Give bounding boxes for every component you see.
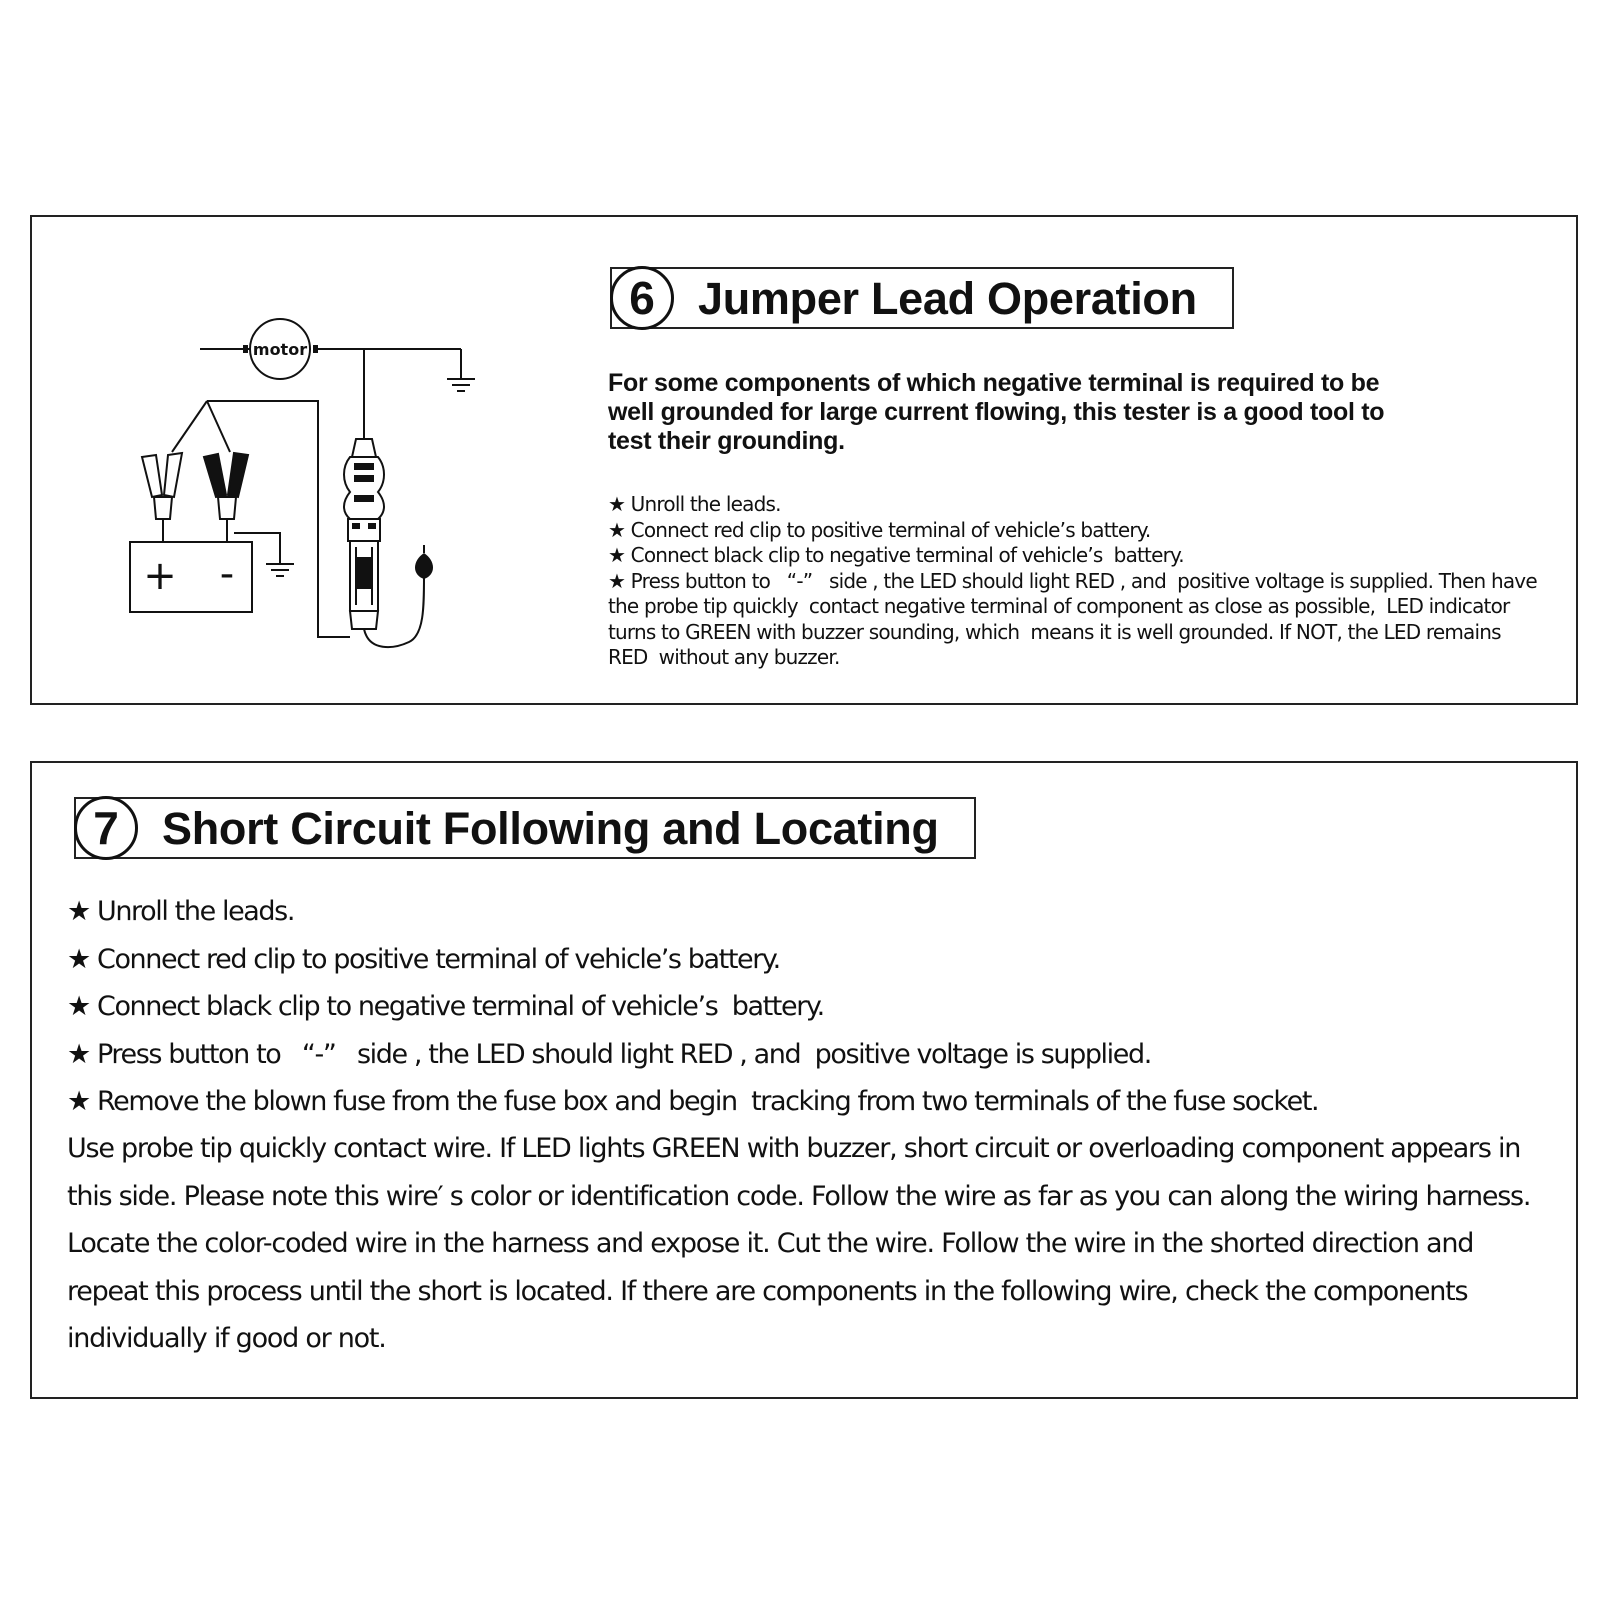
step-item: ★ Press button to “-” side , the LED should light RED , and positive voltage is supplied.	[67, 1038, 1151, 1070]
battery-plus-label: +	[143, 553, 177, 599]
section-6-intro: For some components of which negative terminal is required to be well grounded for large current flowing, this tester is a good tool to test their grounding.	[608, 369, 1385, 455]
section-6-number: 6	[610, 266, 674, 330]
step-item: ★ Connect black clip to negative terminal of vehicle’s battery.	[608, 543, 1184, 567]
section-6-heading	[610, 267, 1234, 329]
section-7-steps	[67, 888, 1557, 1126]
motor-icon	[243, 319, 318, 379]
ground-icon-top	[447, 379, 475, 391]
ground-icon-battery	[266, 564, 294, 576]
section-7-title: Short Circuit Following and Locating	[162, 803, 939, 854]
section-jumper-lead-operation	[30, 215, 1578, 705]
section-7-number: 7	[74, 796, 138, 860]
probe-tester-icon	[344, 439, 384, 629]
step-item: ★ Connect black clip to negative terminal of vehicle’s battery.	[67, 991, 824, 1022]
motor-label: motor	[252, 340, 308, 359]
section-6-title: Jumper Lead Operation	[698, 273, 1197, 324]
bulb-icon	[415, 545, 433, 579]
black-clip-icon	[204, 453, 248, 542]
battery-icon	[130, 542, 252, 612]
step-item: ★ Connect red clip to positive terminal of vehicle’s battery.	[67, 943, 780, 975]
step-item: ★ Unroll the leads.	[67, 896, 295, 927]
step-item: ★ Remove the blown fuse from the fuse box and begin tracking from two terminals of the fuse socket.	[67, 1086, 1319, 1117]
section-6-steps	[608, 492, 1543, 671]
section-7-paragraph: Use probe tip quickly contact wire. If LED lights GREEN with buzzer, short circuit or overloading component appears in this side. Please note this wire′ s color or identification code. Follow the wire as far as you can along the wiring harness. Locate the color-coded wire in the harness and expose it. Cut the wire. Follow the wire in the shorted direction and repeat this process until the short is located. If there are components in the following wire, check the components individually if good or not.	[67, 1133, 1531, 1354]
jumper-lead-diagram	[94, 257, 494, 657]
red-clip-icon	[142, 453, 182, 542]
section-7-heading	[74, 797, 976, 859]
battery-minus-label: -	[219, 551, 235, 597]
step-item: ★ Press button to “-” side , the LED should light RED , and positive voltage is supplied. Then have the probe tip quickly contact negative terminal of component as close as possible, LED indicator turns to GREEN with buzzer sounding, which means it is well grounded. If NOT, the LED remains RED without any buzzer.	[608, 568, 1543, 669]
section-short-circuit-locating	[30, 761, 1578, 1399]
step-item: ★ Connect red clip to positive terminal of vehicle’s battery.	[608, 517, 1151, 542]
step-item: ★ Unroll the leads.	[608, 492, 781, 516]
